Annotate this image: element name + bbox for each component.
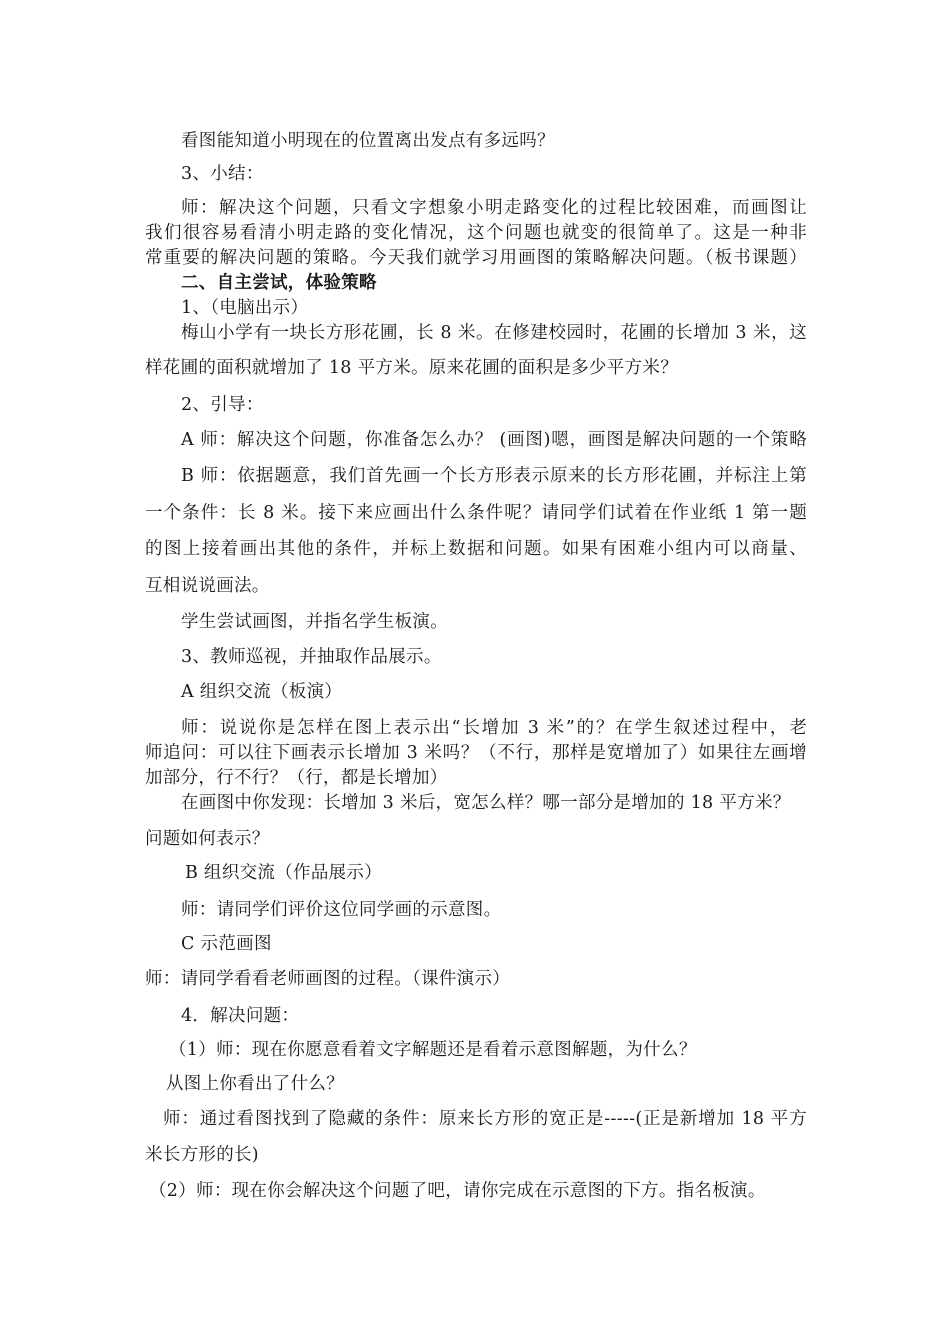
text-line: 常重要的解决问题的策略。今天我们就学习用画图的策略解决问题。（板书课题） — [145, 248, 807, 268]
text-line: A 师：解决这个问题，你准备怎么办？ (画图)嗯，画图是解决问题的一个策略 — [181, 430, 807, 450]
text-line: 我们很容易看清小明走路的变化情况，这个问题也就变的很简单了。这是一种非 — [145, 223, 807, 243]
text-line: 看图能知道小明现在的位置离出发点有多远吗？ — [181, 131, 555, 151]
text-line: 师：解决这个问题，只看文字想象小明走路变化的过程比较困难，而画图让 — [181, 198, 807, 218]
text-line: 加部分，行不行？（行，都是长增加） — [145, 768, 448, 788]
section-heading: 3、教师巡视，并抽取作品展示。 — [181, 647, 442, 667]
text-line: 师：通过看图找到了隐藏的条件：原来长方形的宽正是-----(正是新增加 18 平方 — [163, 1109, 807, 1129]
text-line: （2）师：现在你会解决这个问题了吧，请你完成在示意图的下方。指名板演。 — [149, 1181, 766, 1201]
problem-text: 样花圃的面积就增加了 18 平方米。原来花圃的面积是多少平方米？ — [145, 358, 678, 378]
text-line: 米长方形的长) — [145, 1145, 259, 1165]
text-line: 的图上接着画出其他的条件，并标上数据和问题。如果有困难小组内可以商量、 — [145, 539, 807, 559]
problem-text: 梅山小学有一块长方形花圃，长 8 米。在修建校园时，花圃的长增加 3 米，这 — [181, 323, 807, 343]
section-heading: 3、小结： — [181, 164, 264, 184]
text-line: 师：请同学们评价这位同学画的示意图。 — [181, 900, 502, 920]
text-line: （1）师：现在你愿意看着文字解题还是看着示意图解题，为什么？ — [169, 1040, 697, 1060]
text-line: 师：说说你是怎样在图上表示出“长增加 3 米”的？在学生叙述过程中，老 — [181, 718, 807, 738]
section-heading: 2、引导： — [181, 395, 264, 415]
section-heading: 4．解决问题： — [181, 1006, 300, 1026]
text-line: 一个条件：长 8 米。接下来应画出什么条件呢？请同学们试着在作业纸 1 第一题 — [145, 503, 807, 523]
text-line: 互相说说画法。 — [145, 576, 270, 596]
text-line: 从图上你看出了什么？ — [166, 1074, 344, 1094]
text-line: 师：请同学看看老师画图的过程。（课件演示） — [145, 969, 511, 989]
text-line: B 组织交流（作品展示） — [185, 863, 383, 883]
text-line: C 示范画图 — [181, 934, 272, 954]
text-line: A 组织交流（板演） — [181, 682, 343, 702]
text-line: B 师：依据题意，我们首先画一个长方形表示原来的长方形花圃，并标注上第 — [181, 466, 807, 486]
text-line: 师追问：可以往下画表示长增加 3 米吗？（不行，那样是宽增加了）如果往左画增 — [145, 743, 807, 763]
text-line: 在画图中你发现：长增加 3 米后，宽怎么样？哪一部分是增加的 18 平方米？ — [181, 793, 791, 813]
text-line: 1、（电脑出示） — [181, 298, 309, 318]
text-line: 学生尝试画图，并指名学生板演。 — [181, 612, 448, 632]
text-line: 问题如何表示？ — [145, 829, 270, 849]
section-heading: 二、自主尝试，体验策略 — [181, 273, 377, 293]
